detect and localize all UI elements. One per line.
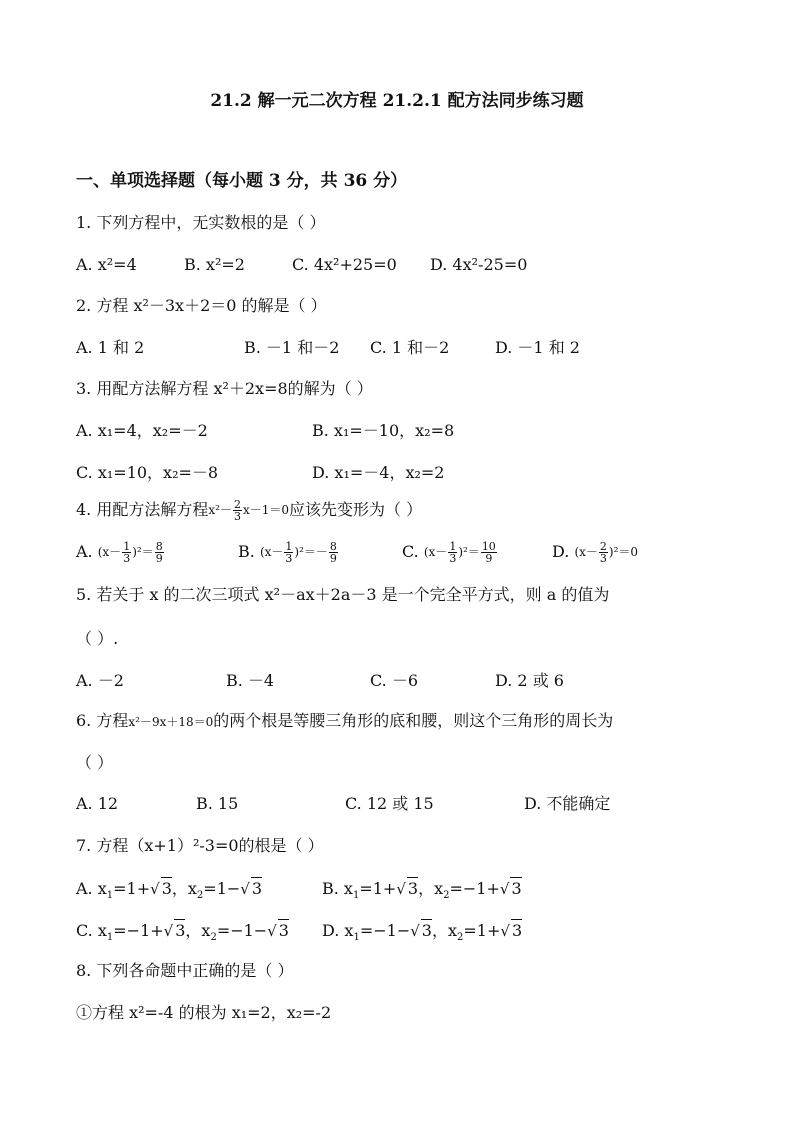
q6-option-d: D. 不能确定: [524, 794, 611, 813]
q6-option-b: B. 15: [196, 794, 239, 813]
q4-option-c: C. (x－ $\frac{1}{3}$ )²＝ $\frac{10}{9}$: [402, 540, 496, 565]
q1-option-a: A. x²=4: [76, 255, 137, 274]
question-6-stem-cont: （ ）: [76, 753, 114, 772]
q4-stem-pre: 4. 用配方法解方程: [76, 500, 209, 519]
question-8-stem: 8. 下列各命题中正确的是（ ）: [76, 961, 294, 980]
q7-option-d: D. $x_1=-1-√$ 3，$x_2=1+√$ 3: [322, 921, 523, 944]
question-1-stem: 1. 下列方程中，无实数根的是（ ）: [76, 213, 326, 232]
q6-equation: x²－9x＋18＝0: [128, 714, 214, 729]
q5-option-b: B. －4: [226, 671, 275, 690]
q2-option-c: C. 1 和－2: [370, 338, 450, 357]
q5-option-c: C. －6: [370, 671, 419, 690]
q5-option-a: A. －2: [76, 671, 124, 690]
q4-equation: x²－ $\frac{2}{3}$ x－1＝0: [208, 498, 289, 523]
q4-stem-post: 应该先变形为（ ）: [289, 500, 423, 519]
q6-option-a: A. 12: [76, 794, 119, 813]
question-2-stem: 2. 方程 x²－3x＋2＝0 的解是（ ）: [76, 296, 327, 315]
question-4-stem: [76, 499, 422, 522]
q5-option-d: D. 2 或 6: [495, 671, 564, 690]
q1-option-b: B. x²=2: [184, 255, 245, 274]
q1-option-d: D. 4x²-25=0: [430, 255, 528, 274]
q4-option-b: B. (x－ $\frac{1}{3}$ )²＝－ $\frac{8}{9}$: [238, 540, 337, 565]
q7-option-a: A. $x_1=1+√$ 3，$x_2=1-√$ 3: [76, 879, 263, 902]
section-heading: 一、单项选择题（每小题 3 分，共 36 分）: [76, 171, 408, 191]
q3-option-a: A. x₁=4，x₂=－2: [76, 421, 208, 440]
q2-option-a: A. 1 和 2: [76, 338, 145, 357]
question-7-stem: 7. 方程（x+1）²-3=0的根是（ ）: [76, 836, 324, 855]
question-5-stem-cont: （ ）.: [76, 629, 119, 648]
q3-option-d: D. x₁=－4，x₂=2: [312, 463, 445, 482]
question-6-stem: 6. 方程x²－9x＋18＝0的两个根是等腰三角形的底和腰，则这个三角形的周长为: [76, 710, 613, 733]
q1-option-c: C. 4x²+25=0: [292, 255, 397, 274]
q7-option-b: B. $x_1=1+√$ 3，$x_2=-1+√$ 3: [322, 879, 522, 902]
q6-option-c: C. 12 或 15: [345, 794, 434, 813]
q4-option-a: A. (x－ $\frac{1}{3}$ )²＝ $\frac{8}{9}$: [76, 540, 163, 565]
q2-option-d: D. －1 和 2: [495, 338, 580, 357]
question-3-stem: 3. 用配方法解方程 x²＋2x=8的解为（ ）: [76, 379, 373, 398]
q2-option-b: B. －1 和－2: [244, 338, 340, 357]
q3-option-c: C. x₁=10，x₂=－8: [76, 463, 219, 482]
q3-option-b: B. x₁=－10，x₂=8: [312, 421, 455, 440]
q7-option-c: C. $x_1=-1+√$ 3，$x_2=-1-√$ 3: [76, 921, 289, 944]
page-title: 21.2 解一元二次方程 21.2.1 配方法同步练习题: [210, 91, 584, 111]
q8-item-1: ①方程 x²=-4 的根为 x₁=2，x₂=-2: [76, 1003, 332, 1022]
question-5-stem: 5. 若关于 x 的二次三项式 x²－ax＋2a－3 是一个完全平方式，则 a 的值为: [76, 585, 610, 604]
q4-option-d: D. (x－ $\frac{2}{3}$ )²＝0: [552, 540, 639, 565]
